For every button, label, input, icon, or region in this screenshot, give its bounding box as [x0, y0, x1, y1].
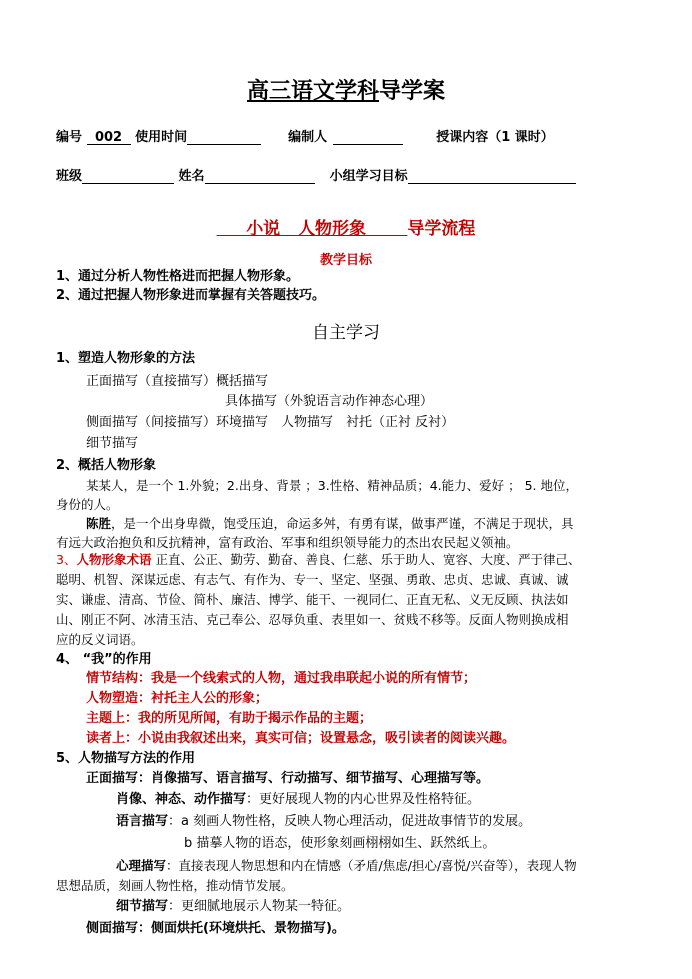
title-part2: 导学案: [379, 78, 446, 104]
s3-line2: 聪明、机智、深谋远虑、有志气、有作为、专一、坚定、坚强、勇敢、忠贞、忠诚、真诚、诚: [56, 572, 569, 587]
s3-label: 人物形象术语: [76, 552, 152, 567]
s5-language-a: 语言描写：a 刻画人物性格，反映人物心理活动，促进故事情节的发展。: [116, 814, 532, 829]
code-label: 编号: [56, 130, 83, 145]
class-field[interactable]: [82, 169, 174, 184]
flow-topic1: 小说: [246, 219, 281, 239]
header-row-1: [56, 126, 554, 145]
s4-item-3: 主题上：我的所见所闻，有助于揭示作品的主题；: [86, 711, 373, 726]
author-label: 编制人: [288, 130, 328, 145]
name-label: 姓名: [178, 169, 205, 184]
s5-psych-a: 心理描写：直接表现人物思想和内在情感（矛盾/焦虑/担心/喜悦/兴奋等），表现人物: [116, 858, 577, 873]
flow-suffix: 导学流程: [407, 219, 476, 239]
s3-line3: 实、谦虚、清高、节俭、简朴、廉洁、博学、能干、一视同仁、正直无私、义无反顾、执法如: [56, 592, 569, 607]
flow-topic2: 人物形象: [297, 219, 366, 239]
class-label: 班级: [56, 169, 83, 184]
objectives-heading: 教学目标: [319, 253, 372, 268]
s4-item-2: 人物塑造：衬托主人公的形象；: [86, 691, 269, 706]
s3-line5: 应的反义词语。: [56, 632, 144, 647]
s5-front: 正面描写：肖像描写、语言描写、行动描写、细节描写、心理描写等。: [86, 771, 490, 786]
s1-line1: 正面描写（直接描写）概括描写: [86, 374, 269, 389]
s3-line1: 3、人物形象术语 正直、公正、勤劳、勤奋、善良、仁慈、乐于助人、宽容、大度、严于律己、: [56, 552, 581, 567]
objective-2: 2、通过把握人物形象进而掌握有关答题技巧。: [56, 288, 326, 303]
chen-label: 陈胜: [86, 516, 112, 531]
header-row-2: [56, 165, 576, 184]
objective-1: 1、通过分析人物性格进而把握人物形象。: [56, 269, 300, 284]
author-field[interactable]: [333, 130, 403, 145]
goal-label: 小组学习目标: [329, 169, 408, 184]
s1-line2: 具体描写（外貌语言动作神态心理）: [225, 394, 434, 409]
flow-title: [0, 214, 692, 239]
s5-side: 侧面描写：侧面烘托(环境烘托、景物描写)。: [86, 921, 345, 936]
s5-detail: 细节描写：更细腻地展示人物某一特征。: [116, 899, 351, 914]
s5-language-b: b 描摹人物的语态，使形象刻画栩栩如生、跃然纸上。: [184, 836, 496, 851]
s1-line4: 细节描写: [86, 436, 139, 451]
s5-portrait: 肖像、神态、动作描写：更好展现人物的内心世界及性格特征。: [116, 792, 481, 807]
document-title: [0, 74, 692, 105]
s5-heading: 5、人物描写方法的作用: [56, 751, 196, 766]
s2-chen-line2: 有远大政治抱负和反抗精神，富有政治、军事和组织领导能力的杰出农民起义领袖。: [56, 535, 519, 550]
time-field[interactable]: [187, 130, 261, 145]
self-study-heading: 自主学习: [312, 323, 380, 343]
s1-line3: 侧面描写（间接描写）环境描写 人物描写 衬托（正衬 反衬）: [86, 415, 455, 430]
s2-template-line1: 某某人，是一个 1.外貌；2.出身、背景 ；3.性格、精神品质；4.能力、爱好 ； 5. 地位，: [86, 478, 578, 493]
title-part1: 高三语文学科: [246, 78, 379, 104]
content-label: 授课内容（1 课时）: [436, 130, 554, 145]
s5-psych-b: 思想品质，刻画人物性格，推动情节发展。: [56, 878, 294, 893]
time-label: 使用时间: [135, 130, 188, 145]
s4-item-4: 读者上：小说由我叙述出来，真实可信；设置悬念，吸引读者的阅读兴趣。: [86, 731, 516, 746]
s4-heading: 4、 “我”的作用: [56, 652, 152, 667]
s2-chen-line1: 陈胜，是一个出身卑微，饱受压迫，命运多舛，有勇有谋，做事严谨，不满足于现状，具: [86, 516, 574, 531]
s2-heading: 2、概括人物形象: [56, 458, 157, 473]
code-field[interactable]: 002: [87, 130, 131, 145]
goal-field[interactable]: [408, 169, 576, 184]
s4-item-1: 情节结构：我是一个线索式的人物，通过我串联起小说的所有情节；: [86, 671, 477, 686]
s1-heading: 1、塑造人物形象的方法: [56, 351, 196, 366]
s3-line4: 山、刚正不阿、冰清玉洁、克己奉公、忍辱负重、表里如一、贫贱不移等。反面人物则换成相: [56, 612, 569, 627]
name-field[interactable]: [205, 169, 315, 184]
s2-template-line2: 身份的人。: [56, 497, 119, 512]
